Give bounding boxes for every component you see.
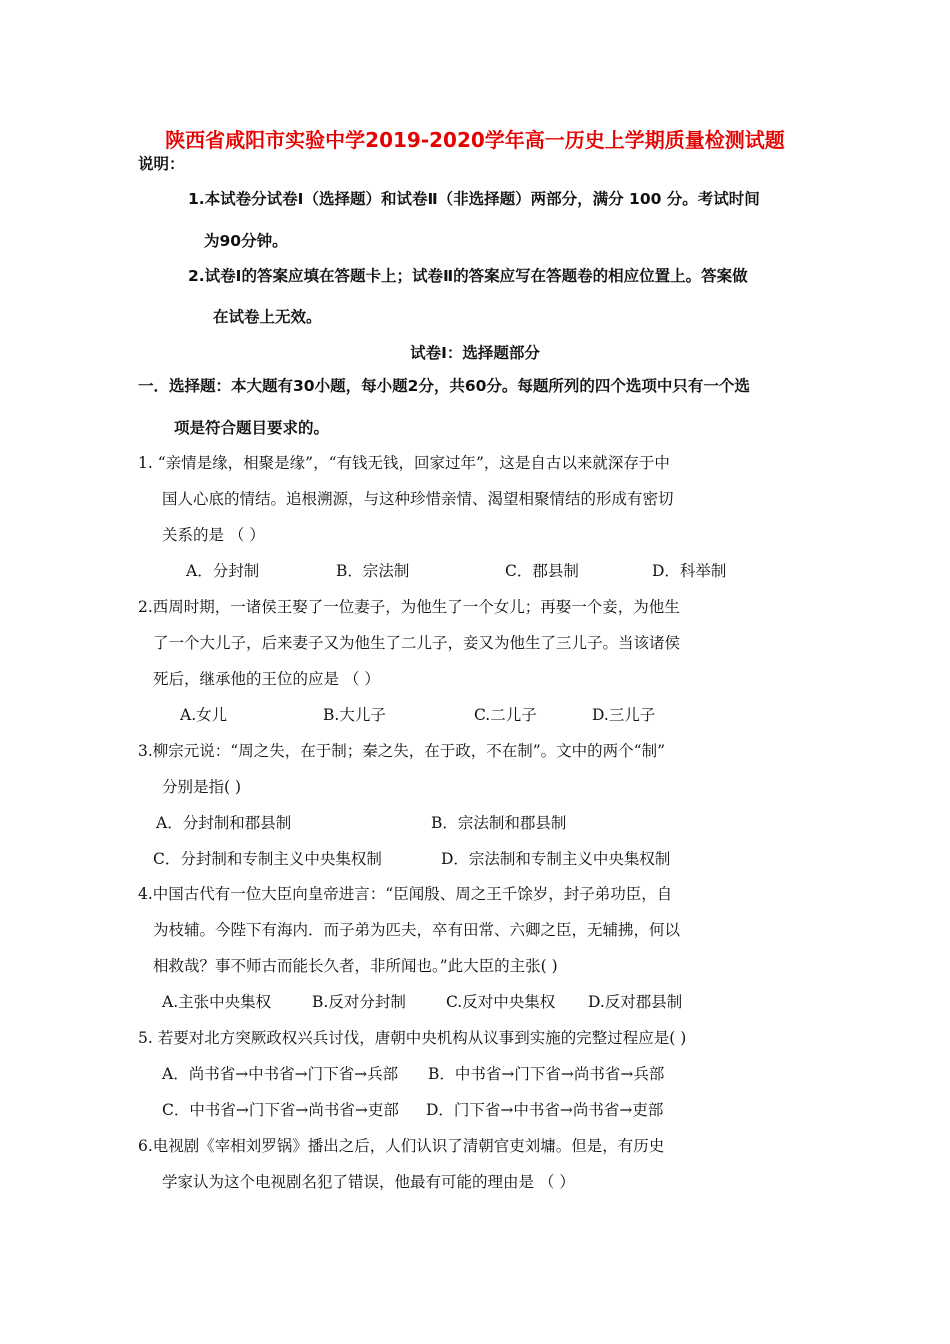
question-text: 关系的是 （ ） xyxy=(162,526,265,544)
option-c: C.反对中央集权 xyxy=(446,993,556,1011)
section-heading: 试卷Ⅰ：选择题部分 xyxy=(410,344,540,362)
option-c: C．郡县制 xyxy=(505,562,579,580)
option-a: A．分封制 xyxy=(186,562,260,580)
option-a: A.女儿 xyxy=(180,706,228,724)
question-text: 6.电视剧《宰相刘罗锅》播出之后，人们认识了清朝官吏刘墉。但是，有历史 xyxy=(138,1137,665,1155)
instruction-item: 在试卷上无效。 xyxy=(213,308,322,326)
instruction-item: 为90分钟。 xyxy=(204,232,288,250)
document-title: 陕西省咸阳市实验中学2019-2020学年高一历史上学期质量检测试题 xyxy=(165,128,785,152)
option-a: A．尚书省→中书省→门下省→兵部 xyxy=(162,1065,399,1083)
option-d: D．科举制 xyxy=(652,562,727,580)
question-text: 了一个大儿子，后来妻子又为他生了二儿子，妾又为他生了三儿子。当该诸侯 xyxy=(153,634,681,652)
instructions-label: 说明： xyxy=(138,155,185,173)
question-text: 死后，继承他的王位的应是 （ ） xyxy=(153,670,380,688)
instruction-item: 2.试卷Ⅰ的答案应填在答题卡上；试卷Ⅱ的答案应写在答题卷的相应位置上。答案做 xyxy=(188,267,748,285)
option-c: C.二儿子 xyxy=(474,706,537,724)
option-c: C．分封制和专制主义中央集权制 xyxy=(153,850,382,868)
question-text: 5. 若要对北方突厥政权兴兵讨伐，唐朝中央机构从议事到实施的完整过程应是( ) xyxy=(138,1029,687,1047)
option-b: B．中书省→门下省→尚书省→兵部 xyxy=(428,1065,665,1083)
option-b: B.大儿子 xyxy=(323,706,386,724)
option-b: B.反对分封制 xyxy=(312,993,406,1011)
question-text: 2.西周时期，一诸侯王娶了一位妻子，为他生了一个女儿；再娶一个妾，为他生 xyxy=(138,598,680,616)
section-intro: 项是符合题目要求的。 xyxy=(174,419,330,437)
question-text: 为枝辅。今陛下有海内．而子弟为匹夫，卒有田常、六卿之臣，无辅拂，何以 xyxy=(153,921,681,939)
question-text: 分别是指( ) xyxy=(162,778,242,796)
option-a: A．分封制和郡县制 xyxy=(156,814,292,832)
option-b: B．宗法制和郡县制 xyxy=(431,814,567,832)
option-a: A.主张中央集权 xyxy=(162,993,272,1011)
section-intro: 一．选择题：本大题有30小题，每小题2分，共60分。每题所列的四个选项中只有一个选 xyxy=(138,377,750,395)
option-b: B．宗法制 xyxy=(336,562,410,580)
option-c: C．中书省→门下省→尚书省→吏部 xyxy=(162,1101,399,1119)
question-text: 国人心底的情结。追根溯源，与这种珍惜亲情、渴望相聚情结的形成有密切 xyxy=(162,490,674,508)
option-d: D．门下省→中书省→尚书省→吏部 xyxy=(426,1101,664,1119)
question-text: 4.中国古代有一位大臣向皇帝进言：“臣闻殷、周之王千馀岁，封子弟功臣，自 xyxy=(138,885,673,903)
question-text: 相救哉？事不师古而能长久者，非所闻也。”此大臣的主张( ) xyxy=(153,957,558,975)
question-text: 1. “亲情是缘，相聚是缘”，“有钱无钱，回家过年”，这是自古以来就深存于中 xyxy=(138,454,670,472)
option-d: D．宗法制和专制主义中央集权制 xyxy=(441,850,671,868)
question-text: 3.柳宗元说：“周之失，在于制；秦之失，在于政，不在制”。文中的两个“制” xyxy=(138,742,665,760)
question-text: 学家认为这个电视剧名犯了错误，他最有可能的理由是 （ ） xyxy=(162,1173,575,1191)
option-d: D.反对郡县制 xyxy=(588,993,683,1011)
option-d: D.三儿子 xyxy=(592,706,656,724)
instruction-item: 1.本试卷分试卷Ⅰ（选择题）和试卷Ⅱ（非选择题）两部分，满分 100 分。考试时间 xyxy=(188,190,760,208)
